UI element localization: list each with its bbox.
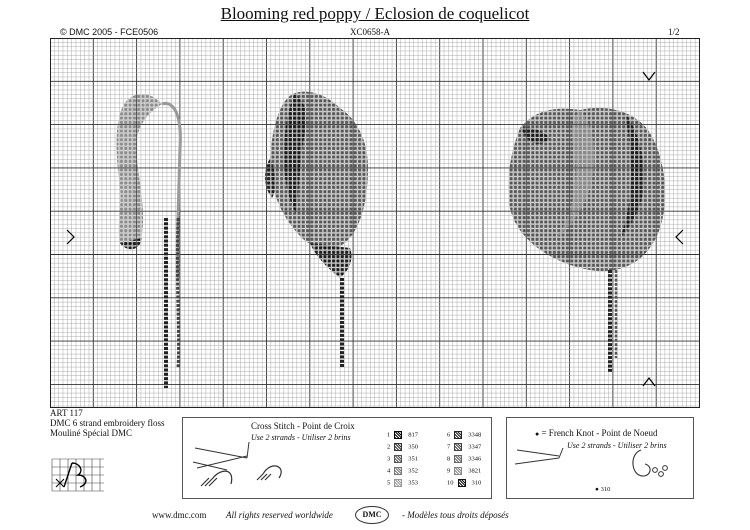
legend-number: 9 <box>447 467 451 475</box>
legend-code: 352 <box>408 467 418 475</box>
floss-info <box>50 408 165 438</box>
legend-row <box>387 443 418 451</box>
legend-symbol-icon <box>458 479 466 487</box>
cross-stitch-panel <box>182 417 492 499</box>
legend-code: 310 <box>471 479 482 487</box>
art-number: ART 117 <box>50 408 83 418</box>
legend-number: 4 <box>387 467 391 475</box>
stitch-chart-grid <box>50 38 700 408</box>
legend-row <box>447 467 481 475</box>
legend-symbol-icon <box>454 431 462 439</box>
opening-flower-sepal <box>310 243 352 278</box>
pattern-code: XC0658-A <box>350 27 390 37</box>
legend-number: 5 <box>387 479 391 487</box>
legend-number: 2 <box>387 443 391 451</box>
legend-symbol-icon <box>454 443 462 451</box>
legend-row <box>447 479 481 487</box>
legend-row <box>387 479 418 487</box>
legend-symbol-icon <box>454 455 462 463</box>
legend-row <box>447 443 481 451</box>
legend-code: 3347 <box>468 443 482 451</box>
copyright-text: © DMC 2005 - FCE0506 <box>60 27 159 37</box>
french-knot-panel <box>506 417 694 499</box>
cross-stitch-title: Cross Stitch - Point de Croix <box>251 421 355 431</box>
stitch-sample-icon <box>50 457 106 495</box>
legend-symbol-icon <box>454 467 462 475</box>
poppy-motifs <box>117 92 666 388</box>
legend-symbol-icon <box>394 455 402 463</box>
dmc-logo-text: DMC <box>362 510 382 519</box>
chart-title: Blooming red poppy / Eclosion de coquelicot <box>220 4 530 23</box>
french-knot-symbol-icon: ● <box>535 430 540 438</box>
bud-petals <box>117 94 163 246</box>
legend-row <box>387 455 418 463</box>
legend-row <box>387 431 418 439</box>
legend-code: 351 <box>408 455 418 463</box>
cross-stitch-needle-icon <box>187 428 297 496</box>
legend-number: 7 <box>447 443 451 451</box>
legend-code: 350 <box>408 443 418 451</box>
legend-row <box>447 431 481 439</box>
french-knot-title-text: = French Knot - Point de Noeud <box>541 428 658 438</box>
footer-rights-en: All rights reserved worldwide <box>226 510 333 520</box>
legend-code: 3346 <box>468 455 482 463</box>
cross-stitch-subtitle: Use 2 strands - Utiliser 2 brins <box>251 433 351 442</box>
legend-number: 1 <box>387 431 391 439</box>
legend-code: 353 <box>408 479 418 487</box>
legend-symbol-icon <box>394 443 402 451</box>
french-knot-subtitle: Use 2 strands - Utiliser 2 brins <box>567 441 667 450</box>
legend-number: 10 <box>447 479 454 487</box>
legend-symbol-icon <box>394 479 402 487</box>
legend-code: 817 <box>408 431 418 439</box>
floss-line-1: DMC 6 strand embroidery floss <box>50 418 165 428</box>
legend-code: 3821 <box>468 467 482 475</box>
legend-row <box>447 455 481 463</box>
page-number: 1/2 <box>668 27 680 37</box>
center-arrow-top-icon <box>643 72 655 80</box>
legend-code: 3348 <box>468 431 482 439</box>
footer-website[interactable]: www.dmc.com <box>152 510 207 520</box>
legend-number: 3 <box>387 455 391 463</box>
legend-number: 8 <box>447 455 451 463</box>
footer-rights-fr: - Modèles tous droits déposés <box>402 510 509 520</box>
legend-number: 6 <box>447 431 451 439</box>
legend-row <box>387 467 418 475</box>
dmc-logo <box>355 506 389 524</box>
stem-1b <box>177 218 178 368</box>
floss-line-2: Mouliné Spécial DMC <box>50 428 132 438</box>
legend-symbol-icon <box>394 467 402 475</box>
french-knot-legend: ● 310 <box>595 486 611 493</box>
legend-symbol-icon <box>394 431 402 439</box>
french-knot-code: 310 <box>600 486 611 493</box>
